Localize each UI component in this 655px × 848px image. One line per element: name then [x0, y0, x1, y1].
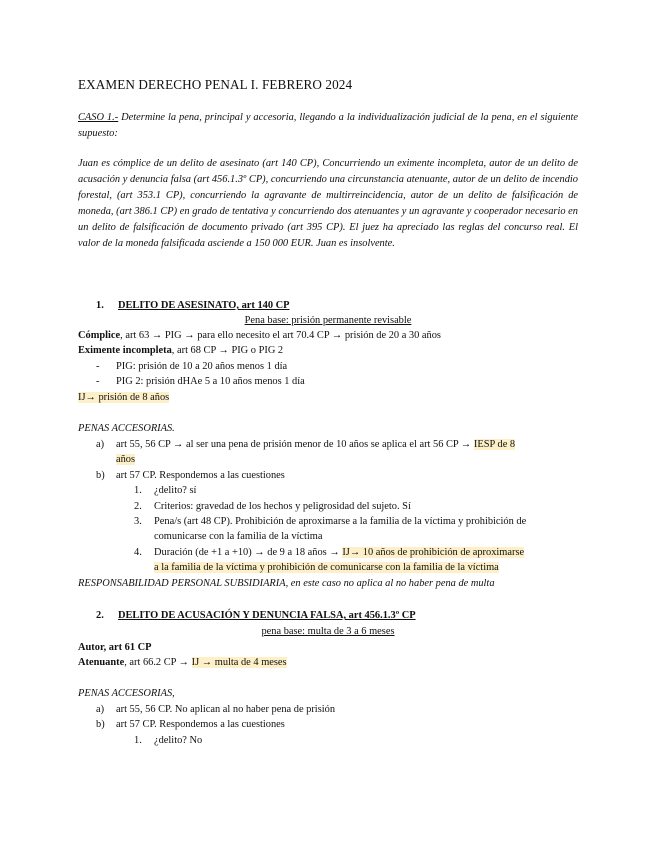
s1-item-a: [96, 437, 515, 452]
s1-question-4: [134, 545, 524, 560]
q3-text: Pena/s (art 48 CP). Prohibición de aproximarse a la familia de la víctima y prohibición de: [154, 516, 527, 527]
s1-complice-line: [78, 328, 441, 343]
s1-question-4-cont: [154, 560, 499, 575]
s1-question-3: [134, 514, 526, 529]
q4-highlight-cont: a la familia de la víctima y prohibición de comunicarse con la familia de la víctima: [154, 562, 499, 573]
s2-item-b-text: art 57 CP. Respondemos a las cuestiones: [116, 719, 285, 730]
dash-marker: -: [96, 361, 100, 372]
section-1-pena-base: Pena base: prisión permanente revisable: [244, 315, 412, 326]
s1-item-a-text: art 55, 56 CP → al ser una pena de prisión menor de 10 años se aplica el art 56 CP →: [116, 439, 474, 450]
section-1-title: DELITO DE ASESINATO, art 140 CP: [118, 300, 290, 311]
s1-eximente-label: Eximente incompleta: [78, 345, 172, 356]
section-2-pena-base: pena base: multa de 3 a 6 meses: [261, 626, 395, 637]
s1-eximente-text: , art 68 CP → PIG o PIG 2: [171, 345, 284, 356]
s2-penas-accesorias: PENAS ACCESORIAS,: [78, 688, 175, 699]
dash-1-text: PIG: prisión de 10 a 20 años menos 1 día: [116, 361, 288, 372]
s2-atenuante-text: , art 66.2 CP →: [124, 657, 192, 668]
q1-marker: 1.: [134, 485, 142, 496]
s2-item-b-marker: b): [96, 719, 105, 730]
s2-item-a-marker: a): [96, 704, 105, 715]
item-a-marker: a): [96, 439, 105, 450]
s1-question-2: [134, 499, 411, 514]
resp-text: en este caso no aplica al no haber pena de multa: [288, 578, 495, 589]
q2-marker: 2.: [134, 501, 142, 512]
q2-text: Criterios: gravedad de los hechos y peligrosidad del sujeto. Sí: [154, 501, 411, 512]
s1-question-1: [134, 483, 196, 498]
s1-complice-label: Cómplice: [78, 330, 121, 341]
s1-eximente-line: [78, 343, 283, 358]
dash-marker: -: [96, 376, 100, 387]
dash-2-text: PIG 2: prisión dHAe 5 a 10 años menos 1 día: [116, 376, 305, 387]
s2-atenuante-label: Atenuante: [78, 657, 125, 668]
s1-ij: [78, 390, 169, 405]
s2-item-a: [96, 702, 335, 717]
q4-text: Duración (de +1 a +10) → de 9 a 18 años →: [154, 547, 343, 558]
case-story: Juan es cómplice de un delito de asesinato (art 140 CP), Concurriendo un eximente incompleta, autor de un delito de acusación y denuncia falsa (art 456.1.3º CP), concurriendo una circunstancia atenuante, autor de un delito de incendio forestal, (art 353.1 CP), concurriendo la agravante de multirreincidencia, autor de un delito de falsificación de moneda, (art 386.1 CP) en grado de tentativa y concurriendo dos atenuantes y un agravante y cooperador necesario en un delito de falsificación de documento privado (art 395 CP). El juez ha apreciado las reglas del concurso real. El valor de la moneda falsificada asciende a 150 000 EUR. Juan es insolvente.: [78, 158, 578, 249]
section-1-heading: [96, 298, 289, 313]
s2-atenuante-highlight: IJ → multa de 4 meses: [191, 657, 287, 668]
s1-dash-2: [96, 374, 305, 389]
s1-complice-text: , art 63 → PIG → para ello necesito el art 70.4 CP → prisión de 20 a 30 años: [120, 330, 441, 341]
s2-q1-text: ¿delito? No: [154, 735, 203, 746]
section-2-title: DELITO DE ACUSACIÓN Y DENUNCIA FALSA, art 456.1.3º CP: [118, 610, 416, 621]
resp-label: RESPONSABILIDAD PERSONAL SUBSIDIARIA,: [78, 578, 289, 589]
s2-question-1: [134, 733, 202, 748]
section-2-heading: [96, 608, 416, 623]
case-text: Determine la pena, principal y accesoria, llegando a la individualización judicial de la pena, en el siguiente supuesto:: [78, 112, 579, 139]
s2-item-b: [96, 717, 285, 732]
q3-marker: 3.: [134, 516, 142, 527]
s2-autor: Autor, art 61 CP: [78, 642, 152, 653]
q4-highlight: IJ→ 10 años de prohibición de aproximarse: [342, 547, 525, 558]
case-prompt: [78, 110, 578, 142]
s1-responsabilidad: [78, 576, 495, 591]
s1-question-3-cont: comunicarse con la familia de la víctima: [154, 531, 323, 542]
case-label: CASO 1.-: [78, 112, 119, 123]
s1-ij-text: IJ→ prisión de 8 años: [78, 392, 170, 403]
s1-item-a-highlight-cont: años: [116, 454, 136, 465]
section-2-number: 2.: [96, 610, 104, 621]
s2-item-a-text: art 55, 56 CP. No aplican al no haber pena de prisión: [116, 704, 336, 715]
s2-atenuante-line: [78, 655, 287, 670]
s1-item-a-cont: [116, 452, 135, 467]
s2-q1-marker: 1.: [134, 735, 142, 746]
s1-dash-1: [96, 359, 287, 374]
page-title: EXAMEN DERECHO PENAL I. FEBRERO 2024: [78, 77, 353, 92]
q4-marker: 4.: [134, 547, 142, 558]
s1-item-b-text: art 57 CP. Respondemos a las cuestiones: [116, 470, 285, 481]
s1-item-b: [96, 468, 285, 483]
q1-text: ¿delito? sí: [154, 485, 197, 496]
section-1-number: 1.: [96, 300, 104, 311]
item-b-marker: b): [96, 470, 105, 481]
s1-penas-accesorias: PENAS ACCESORIAS.: [78, 423, 175, 434]
s1-item-a-highlight: IESP de 8: [473, 439, 516, 450]
